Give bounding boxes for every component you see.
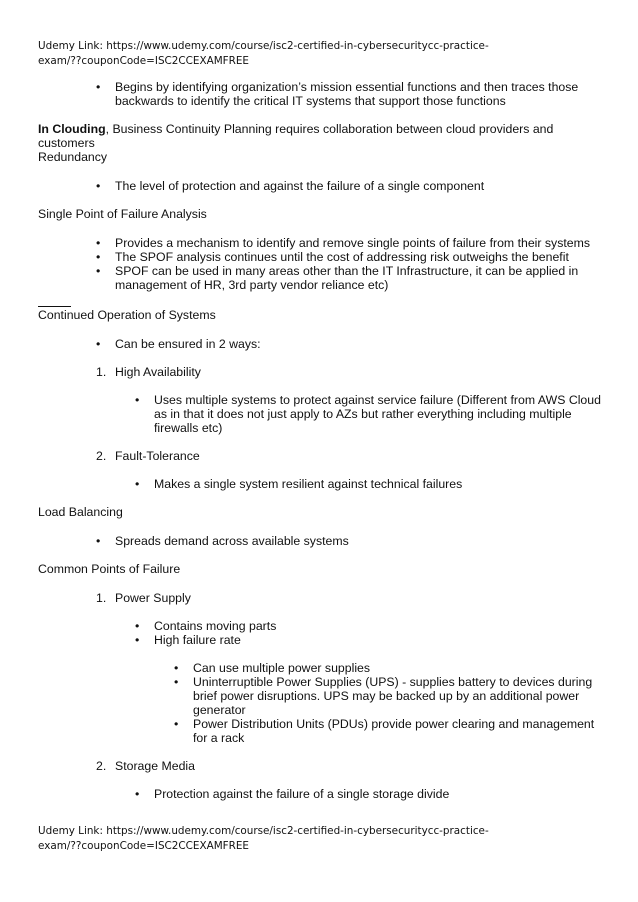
- ps-sub-list: [38, 661, 603, 745]
- page-header: [38, 39, 598, 69]
- list-item: • Power Distribution Units (PDUs) provide power clearing and management for a rack: [193, 717, 603, 745]
- list-item: • Makes a single system resilient against technical failures: [154, 477, 603, 491]
- item-number: 1.: [96, 365, 107, 379]
- spof-heading: Single Point of Failure Analysis: [38, 207, 207, 221]
- ft-list: [38, 477, 603, 491]
- numbered-list: [38, 591, 603, 605]
- list-item: • Protection against the failure of a single storage divide: [154, 787, 603, 801]
- list-item: • Contains moving parts: [154, 619, 603, 633]
- continued-list: [38, 337, 603, 351]
- numbered-item-power-supply: [96, 591, 603, 605]
- numbered-item-storage-media: [96, 759, 603, 773]
- spof-list: [38, 236, 603, 292]
- common-points-heading: Common Points of Failure: [38, 562, 181, 576]
- redundancy-list: [38, 179, 603, 193]
- lb-list: [38, 534, 603, 548]
- bullet-list: [38, 80, 603, 108]
- item-label: Storage Media: [115, 759, 195, 773]
- list-item: • Uses multiple systems to protect against service failure (Different from AWS Cloud as in that it does not just apply to AZs but rather everything including multiple firewalls etc): [154, 393, 603, 435]
- ps-list: [38, 619, 603, 647]
- numbered-item-high-availability: [96, 365, 603, 379]
- list-item: • SPOF can be used in many areas other than the IT Infrastructure, it can be applied in management of HR, 3rd party vendor reliance etc): [115, 264, 603, 292]
- page-footer: [38, 824, 598, 854]
- document-body: [38, 80, 603, 815]
- list-item: • Can use multiple power supplies: [193, 661, 603, 675]
- numbered-list: [38, 759, 603, 773]
- continued-heading: Continued Operation of Systems: [38, 308, 216, 322]
- clouding-bold: In Clouding: [38, 122, 106, 136]
- list-item: • High failure rate: [154, 633, 603, 647]
- item-number: 2.: [96, 449, 107, 463]
- item-label: Fault-Tolerance: [115, 449, 200, 463]
- list-item: • Provides a mechanism to identify and remove single points of failure from their systems: [115, 236, 603, 250]
- clouding-paragraph: [38, 122, 603, 150]
- redundancy-heading: Redundancy: [38, 150, 108, 164]
- footer-link-line-2[interactable]: exam/??couponCode=ISC2CCEXAMFREE: [38, 840, 249, 852]
- header-link-line-2[interactable]: exam/??couponCode=ISC2CCEXAMFREE: [38, 55, 249, 67]
- footer-link-line-1[interactable]: Udemy Link: https://www.udemy.com/course/isc2-certified-in-cybersecuritycc-practice-: [38, 825, 489, 837]
- list-item: • Spreads demand across available systems: [115, 534, 603, 548]
- list-item: • Uninterruptible Power Supplies (UPS) - supplies battery to devices during brief power disruptions. UPS may be backed up by an additional power generator: [193, 675, 603, 717]
- section-divider: [38, 306, 603, 307]
- list-item: • The SPOF analysis continues until the cost of addressing risk outweighs the benefit: [115, 250, 603, 264]
- numbered-list: [38, 365, 603, 379]
- load-balancing-heading: Load Balancing: [38, 505, 123, 519]
- item-number: 2.: [96, 759, 107, 773]
- divider-rule: [38, 306, 71, 307]
- item-label: High Availability: [115, 365, 201, 379]
- sm-list: [38, 787, 603, 801]
- numbered-item-fault-tolerance: [96, 449, 603, 463]
- list-item: • The level of protection and against the failure of a single component: [115, 179, 603, 193]
- item-number: 1.: [96, 591, 107, 605]
- clouding-text: , Business Continuity Planning requires collaboration between cloud providers and customers: [38, 122, 554, 150]
- ha-list: [38, 393, 603, 435]
- list-item: • Begins by identifying organization’s mission essential functions and then traces those backwards to identify the critical IT systems that support those functions: [115, 80, 603, 108]
- list-item: • Can be ensured in 2 ways:: [115, 337, 603, 351]
- numbered-list: [38, 449, 603, 463]
- item-label: Power Supply: [115, 591, 191, 605]
- header-link-line-1[interactable]: Udemy Link: https://www.udemy.com/course/isc2-certified-in-cybersecuritycc-practice-: [38, 40, 489, 52]
